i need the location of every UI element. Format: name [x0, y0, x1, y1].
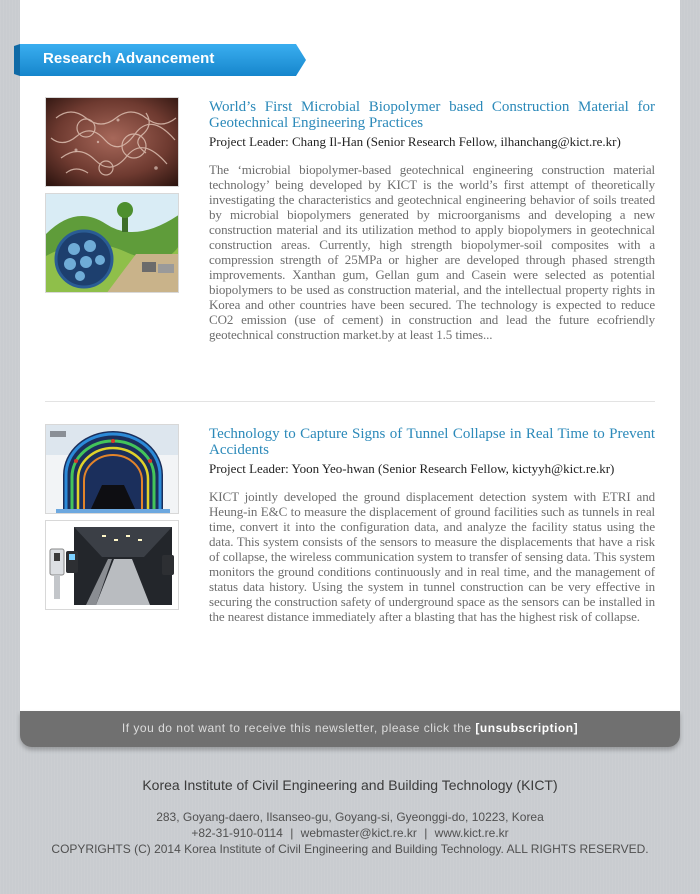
unsubscribe-link[interactable]: [unsubscription] — [475, 721, 579, 735]
footer-address: 283, Goyang-daero, Ilsanseo-gu, Goyang-si, Gyeonggi-do, 10223, Korea — [156, 810, 544, 824]
footer-website[interactable]: www.kict.re.kr — [434, 826, 509, 840]
unsubscribe-text: If you do not want to receive this newsletter, please click the — [121, 721, 472, 735]
article-body: The ‘microbial biopolymer-based geotechnical engineering construction material technology’ being developed by KICT is the world’s first attempt of theoretically investigating the characteristics and geotechnical engineering behavior of soils treated by microbial biopolymers generated by microorganisms and developing a new construction material and its utilization method to apply biopolymers in geotechnical construction areas. Currently, high strength biopolymer-soil composites with a compression strength of 25MPa or higher are developed through phased strength improvements. Xanthan gum, Gellan gum and Casein were selected as potential biopolymers to be used as construction material, and the intellectual property rights in Korea and other countries have been secured. The technology is expected to reduce CO2 emission (use of cement) in construction and lead the future ecofriendly geotechnical construction market.by at least 1.5 times... — [209, 162, 655, 342]
footer-separator: | — [290, 826, 294, 840]
unsubscribe-bar — [20, 711, 680, 747]
article-divider — [45, 401, 655, 402]
footer-email[interactable]: webmaster@kict.re.kr — [300, 826, 417, 840]
footer-phone: +82-31-910-0114 — [191, 826, 283, 840]
tunnel-system-image — [45, 520, 179, 610]
footer-contact — [0, 825, 700, 841]
article-title[interactable]: Technology to Capture Signs of Tunnel Collapse in Real Time to Prevent Accidents — [209, 426, 655, 458]
footer-copyright: COPYRIGHTS (C) 2014 Korea Institute of Civil Engineering and Building Technology. ALL RIGHTS RESERVED. — [51, 842, 649, 856]
project-leader: Project Leader: Yoon Yeo-hwan (Senior Research Fellow, kictyyh@kict.re.kr) — [209, 461, 615, 476]
tunnel-sensor-image — [45, 424, 179, 514]
section-banner — [14, 44, 306, 76]
footer-org-name: Korea Institute of Civil Engineering and Building Technology (KICT) — [142, 777, 558, 793]
article-body: KICT jointly developed the ground displacement detection system with ETRI and Heung-in E&C to measure the displacement of ground facilities such as tunnels in real time, convert it into the configuration data, and analyze the facility status using the data. This system consists of the sensors to measure the displacements that have a risk of collapse, the wireless communication system to transfer of sensing data. This system monitors the ground conditions continuously and in real time, and the management of status data history. Using the system in tunnel construction can be very effective in securing the construction safety of underground space as the sensors can be installed in the nearest distance immediately after a blasting that has the highest risk of collapse. — [209, 489, 655, 624]
footer — [0, 776, 700, 857]
footer-separator: | — [424, 826, 428, 840]
project-leader: Project Leader: Chang Il-Han (Senior Research Fellow, ilhanchang@kict.re.kr) — [209, 134, 621, 149]
section-title: Research Advancement — [43, 50, 215, 67]
biopolymer-landscape-image — [45, 193, 179, 293]
biopolymer-texture-image — [45, 97, 179, 187]
article-title[interactable]: World’s First Microbial Biopolymer based Construction Material for Geotechnical Engineering Practices — [209, 99, 655, 131]
